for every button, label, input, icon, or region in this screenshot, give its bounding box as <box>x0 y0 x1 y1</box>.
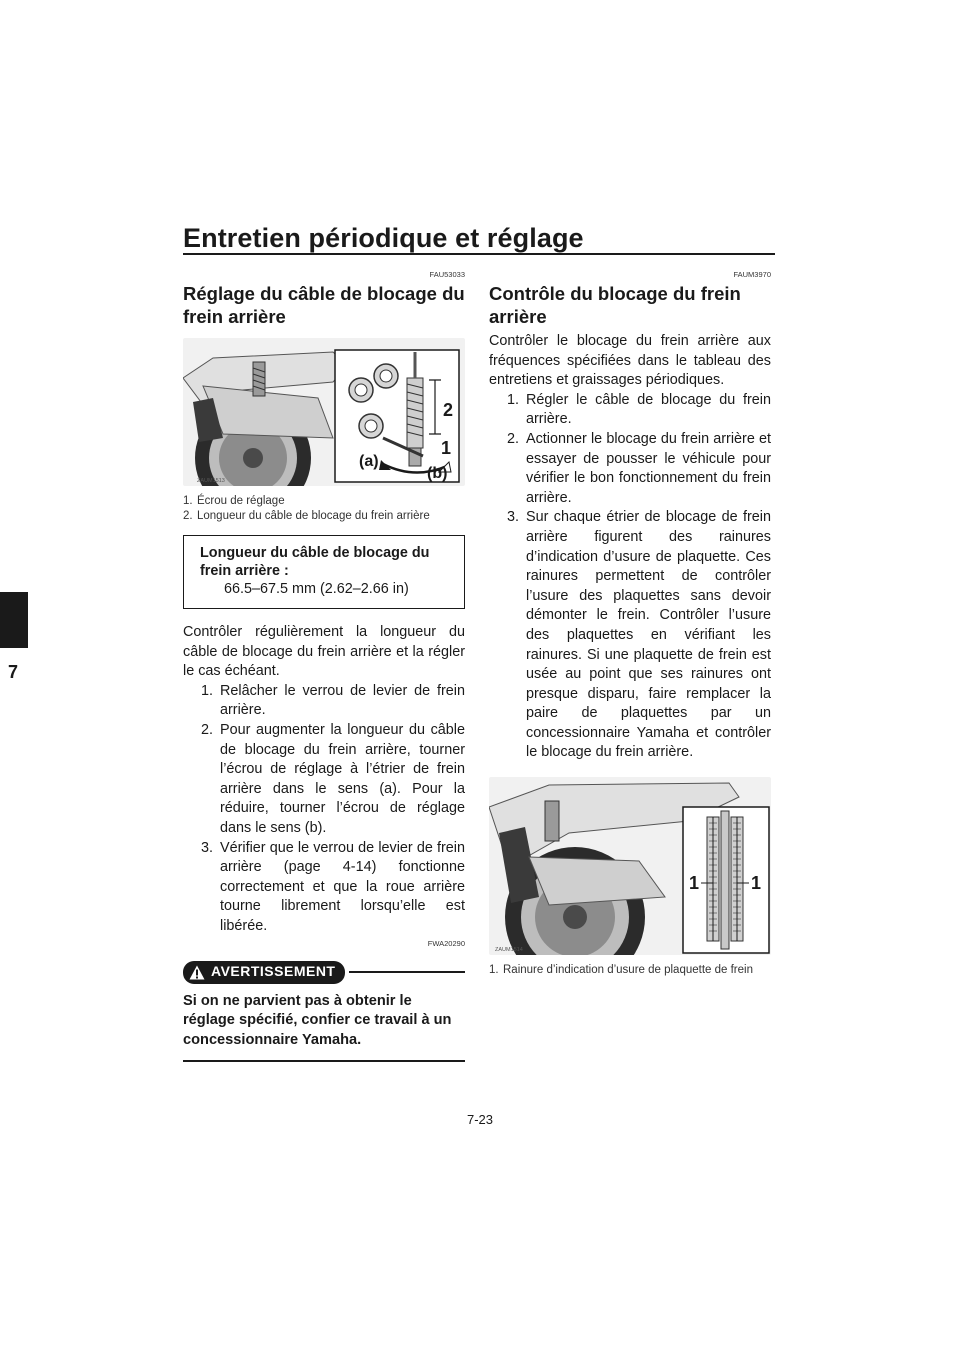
chapter-tab <box>0 592 28 648</box>
step-item: 1. Régler le câble de blocage du frein arrière. <box>506 391 771 428</box>
brake-cable-figure <box>183 338 465 486</box>
step-item: 2. Pour augmenter la longueur du câble de blocage du frein arrière, tourner l’écrou de réglage à l’étrier de frein arrière dans le sens (a). Pour la réduire, tourner l’écrou de réglage dans le sens (b). <box>200 721 465 836</box>
step-item: 3. Sur chaque étrier de blocage de frein arrière figurent des rainures d’indication d’usure de plaquette. Ces rainures permettent de contrôler l’usure des plaquettes sans devoir démonter le frein. Contrôler l’usure des plaquettes en vérifiant les rainures. Si une plaquette de frein est usée au point que ses rainures ont presque disparu, faire remplacer la paire de plaquettes par un concessionnaire Yamaha et contrôler le blocage du frein arrière. <box>506 509 771 761</box>
figure-label-1: 1 <box>441 438 452 458</box>
section-code: FAUM3970 <box>733 270 771 279</box>
figure-id: ZAUM1514 <box>495 947 523 954</box>
warning-text: Si on ne parvient pas à obtenir le réglage spécifié, confier ce travail à un concessionnaire Yamaha. <box>183 992 452 1048</box>
page-header-title: Entretien périodique et réglage <box>183 223 584 253</box>
caption-item: 2. Longueur du câble de blocage du frein arrière <box>183 509 430 522</box>
caption-item: 1. Rainure d’indication d’usure de plaquette de frein <box>489 964 753 977</box>
brake-cable-illustration <box>183 338 465 486</box>
chapter-number: 7 <box>8 662 19 682</box>
step-item: 3. Vérifier que le verrou de levier de frein arrière (page 4-14) fonctionne correctement et que la roue arrière tourne librement lorsqu’elle est libérée. <box>200 839 465 934</box>
warning-bottom-rule <box>183 1060 465 1062</box>
figure-label-1-left: 1 <box>689 873 700 894</box>
left-column <box>183 270 465 1062</box>
figure-label-1-right: 1 <box>751 873 762 894</box>
figure-id: ZAUM1513 <box>197 478 225 484</box>
warning-code: FWA20290 <box>427 938 465 948</box>
page-number: 7-23 <box>466 1112 494 1127</box>
section-title: Réglage du câble de blocage du frein arrière <box>183 283 465 327</box>
warning-label: AVERTISSEMENT <box>211 963 336 980</box>
warning-badge <box>183 961 345 984</box>
step-item: 1. Relâcher le verrou de levier de frein arrière. <box>200 682 465 719</box>
caption-item: 1. Écrou de réglage <box>183 495 285 507</box>
spec-box <box>183 535 465 609</box>
right-column <box>489 270 771 978</box>
brake-pad-figure <box>489 777 771 955</box>
brake-pad-illustration <box>489 777 771 955</box>
warning-rule <box>349 971 465 973</box>
header-rule <box>183 253 775 255</box>
figure-label-b: (b) <box>427 465 448 482</box>
spec-value: 66.5–67.5 mm (2.62–2.66 in) <box>224 581 409 597</box>
figure-label-a: (a) <box>359 453 379 470</box>
section-code: FAU53033 <box>429 270 465 279</box>
warning-header <box>183 961 465 984</box>
step-item: 2. Actionner le blocage du frein arrière et essayer de pousser le véhicule pour vérifier le bon fonctionnement du frein arrière. <box>506 430 771 506</box>
intro-paragraph: Contrôler le blocage du frein arrière aux fréquences spécifiées dans le tableau des entretiens et graissages périodiques. <box>489 333 771 389</box>
spec-title: Longueur du câble de blocage du frein arrière : <box>200 545 430 579</box>
warning-triangle-icon <box>189 965 205 980</box>
figure-label-2: 2 <box>443 400 454 420</box>
section-title: Contrôle du blocage du frein arrière <box>489 283 741 327</box>
intro-paragraph: Contrôler régulièrement la longueur du câble de blocage du frein arrière et la régler le cas échéant. <box>183 624 465 680</box>
